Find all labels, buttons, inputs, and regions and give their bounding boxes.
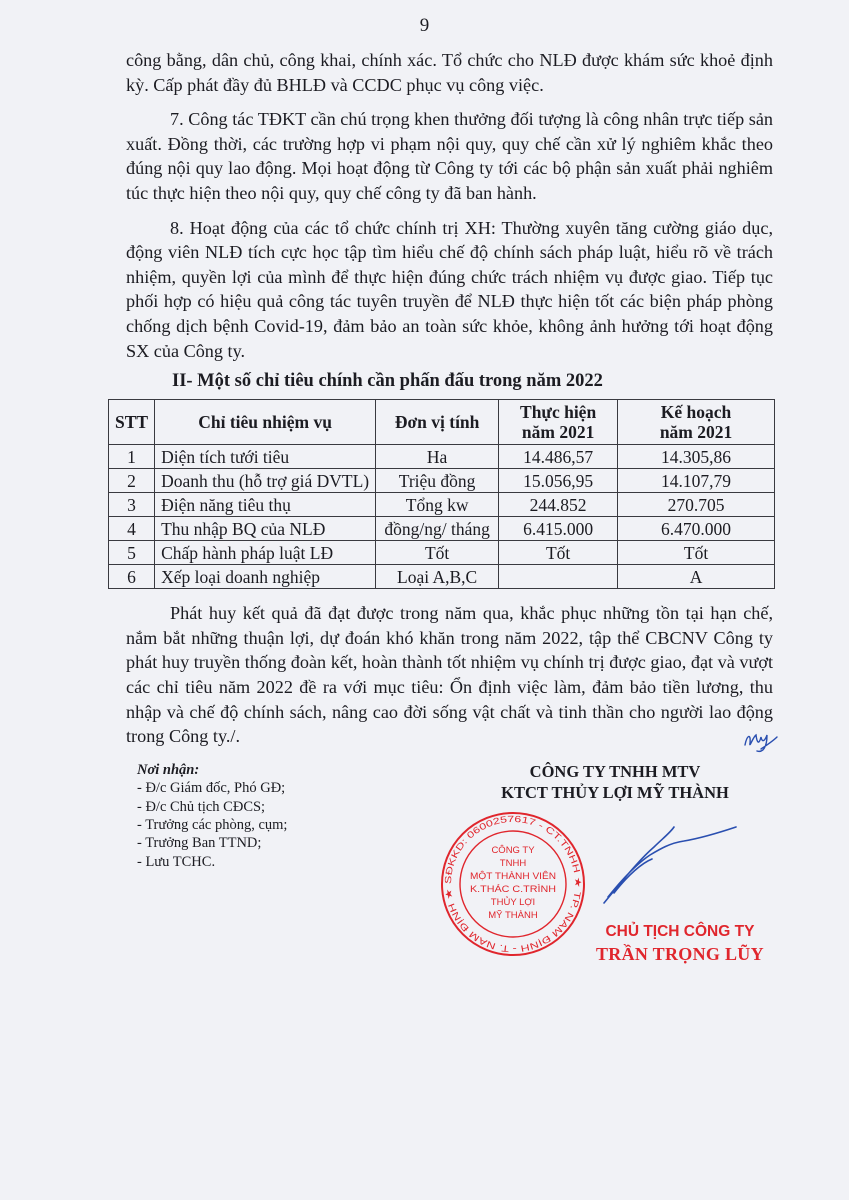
seal-line: K.THÁC C.TRÌNH	[470, 883, 557, 895]
seal-line: MỘT THÀNH VIÊN	[470, 870, 557, 882]
header-name: Chỉ tiêu nhiệm vụ	[155, 400, 376, 445]
seal-line: CÔNG TY	[491, 844, 535, 856]
page-number: 9	[419, 15, 430, 36]
closing-section	[0, 601, 849, 749]
table-row	[109, 493, 775, 517]
cell-unit: Loại A,B,C	[376, 565, 499, 589]
seal-line: THỦY LỢI	[490, 896, 536, 908]
header-actual-line1: Thực hiện	[520, 402, 597, 423]
cell-plan: A	[618, 565, 775, 589]
cell-name: Diện tích tưới tiêu	[155, 445, 376, 469]
header-plan-line1: Kế hoạch	[660, 402, 732, 423]
cell-stt: 2	[109, 469, 155, 493]
recipients-block	[137, 761, 287, 871]
paragraph-item-7	[126, 107, 773, 205]
table-row	[109, 469, 775, 493]
cell-unit: Ha	[376, 445, 499, 469]
paragraph-item-7-text: 7. Công tác TĐKT cần chú trọng khen thưởng đối tượng là công nhân trực tiếp sản xuất. Đồng thời, các trường hợp vi phạm nội quy, quy chế cần xử lý nghiêm khắc theo đúng nội quy lao động. Mọi hoạt động từ Công ty tới các bộ phận sản xuất phải nghiêm túc thực hiện theo nội quy, quy chế công ty đã ban hành.	[126, 109, 773, 203]
seal-line: MỸ THÀNH	[488, 909, 538, 921]
recipient-item: - Đ/c Giám đốc, Phó GĐ;	[137, 780, 286, 797]
cell-unit: đồng/ng/ tháng	[376, 517, 499, 541]
paragraph-closing	[126, 601, 773, 749]
company-seal-icon	[440, 811, 586, 957]
header-plan-line2: năm 2021	[659, 422, 733, 443]
targets-table	[108, 399, 775, 589]
recipient-item: - Đ/c Chủ tịch CĐCS;	[137, 798, 266, 815]
header-actual	[499, 400, 618, 445]
header-stt: STT	[109, 400, 155, 445]
paragraph-closing-text: Phát huy kết quả đã đạt được trong năm qua, khắc phục những tồn tại hạn chế, nắm bắt những thuận lợi, dự đoán khó khăn trong năm 2022, tập thể CBCNV Công ty phát huy truyền thống đoàn kết, hoàn thành tốt nhiệm vụ chính trị được giao, đạt và vượt các chỉ tiêu năm 2022 đề ra với mục tiêu: Ổn định việc làm, đảm bảo tiền lương, thu nhập và chế độ chính sách, nâng cao đời sống vật chất và tinh thần cho người lao động trong Công ty./.	[126, 603, 773, 747]
footer-section	[0, 761, 849, 1061]
cell-plan: 14.107,79	[618, 469, 775, 493]
cell-actual	[499, 565, 618, 589]
cell-stt: 5	[109, 541, 155, 565]
header-plan	[618, 400, 775, 445]
cell-name: Điện năng tiêu thụ	[155, 493, 376, 517]
table-row	[109, 445, 775, 469]
table-header-row	[109, 400, 775, 445]
cell-stt: 3	[109, 493, 155, 517]
signer-block	[596, 921, 764, 965]
table-row	[109, 517, 775, 541]
cell-unit: Tốt	[376, 541, 499, 565]
company-line-1: CÔNG TY TNHH MTV	[529, 761, 701, 781]
paragraph-item-8	[126, 216, 773, 364]
signer-role: CHỦ TỊCH CÔNG TY	[605, 922, 755, 940]
cell-stt: 1	[109, 445, 155, 469]
handwritten-initials-icon	[741, 727, 779, 755]
paragraph-intro: công bằng, dân chủ, công khai, chính xác. Tổ chức cho NLĐ được khám sức khoẻ định kỳ. Cấp phát đầy đủ BHLĐ và CCDC phục vụ công việc.	[126, 50, 773, 95]
cell-plan: 270.705	[618, 493, 775, 517]
table-row	[109, 541, 775, 565]
recipients-title: Nơi nhận:	[137, 761, 200, 778]
header-unit: Đơn vị tính	[376, 400, 499, 445]
cell-name: Chấp hành pháp luật LĐ	[155, 541, 376, 565]
signer-name: TRẦN TRỌNG LŨY	[596, 943, 764, 964]
cell-actual: 6.415.000	[499, 517, 618, 541]
cell-name: Xếp loại doanh nghiệp	[155, 565, 376, 589]
seal-line: TNHH	[499, 857, 527, 869]
recipient-item: - Lưu TCHC.	[137, 853, 216, 870]
cell-unit: Tổng kw	[376, 493, 499, 517]
cell-name: Doanh thu (hỗ trợ giá DVTL)	[155, 469, 376, 493]
cell-actual: 244.852	[499, 493, 618, 517]
cell-stt: 6	[109, 565, 155, 589]
company-line-2: KTCT THỦY LỢI MỸ THÀNH	[501, 782, 729, 802]
cell-stt: 4	[109, 517, 155, 541]
recipient-item: - Trưởng Ban TTND;	[137, 835, 262, 852]
section-heading: II- Một số chỉ tiêu chính cần phấn đấu trong năm 2022	[172, 371, 603, 392]
cell-plan: 6.470.000	[618, 517, 775, 541]
cell-actual: 15.056,95	[499, 469, 618, 493]
cell-unit: Triệu đồng	[376, 469, 499, 493]
seal-outer-textpath: SĐKKD: 0600257617 - CT.TNHH ★ TP. NAM ĐỊNH - T. NAM ĐỊNH ★	[442, 813, 584, 954]
cell-actual: Tốt	[499, 541, 618, 565]
cell-actual: 14.486,57	[499, 445, 618, 469]
signature-icon	[596, 817, 746, 907]
table-row	[109, 565, 775, 589]
header-actual-line2: năm 2021	[521, 422, 595, 443]
cell-plan: Tốt	[618, 541, 775, 565]
cell-plan: 14.305,86	[618, 445, 775, 469]
company-name-block	[470, 761, 760, 803]
cell-name: Thu nhập BQ của NLĐ	[155, 517, 376, 541]
paragraph-item-8-text: 8. Hoạt động của các tổ chức chính trị XH: Thường xuyên tăng cường giáo dục, động viên NLĐ tích cực học tập tìm hiểu chế độ chính sách pháp luật, hiểu rõ về trách nhiệm, quyền lợi của mình để thực hiện đúng chức trách nhiệm vụ được giao. Tiếp tục phối hợp có hiệu quả công tác tuyên truyền để NLĐ thực hiện tốt các biện pháp phòng chống dịch bệnh Covid-19, đảm bảo an toàn sức khỏe, không ảnh hưởng tới hoạt động SX của Công ty.	[126, 217, 773, 361]
recipient-item: - Trưởng các phòng, cụm;	[137, 816, 288, 833]
